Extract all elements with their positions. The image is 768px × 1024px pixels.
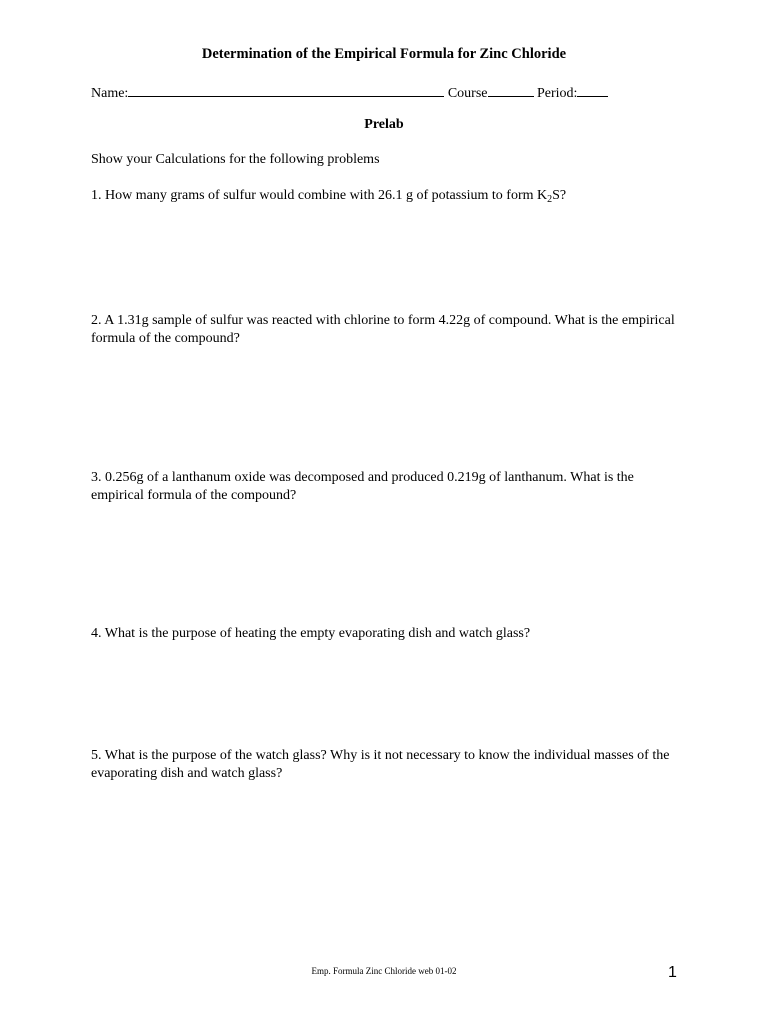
question-1-subscript: 2 [547, 194, 553, 205]
question-1 [91, 187, 681, 209]
question-5: 5. What is the purpose of the watch glass? Why is it not necessary to know the individual masses of the evaporating dish and watch glass? [91, 748, 670, 781]
page-number: 1 [668, 964, 677, 981]
question-4: 4. What is the purpose of heating the empty evaporating dish and watch glass? [91, 626, 531, 641]
period-blank[interactable] [577, 82, 608, 97]
question-1-prefix: 1. How many grams of sulfur would combine with 26.1 g of potassium to form K [91, 188, 548, 203]
header-fields [91, 82, 608, 102]
document-title: Determination of the Empirical Formula for Zinc Chloride [201, 46, 567, 62]
period-label: Period: [537, 86, 578, 101]
name-label: Name: [91, 86, 129, 101]
question-2: 2. A 1.31g sample of sulfur was reacted with chlorine to form 4.22g of compound. What is the empirical formula of the compound? [91, 313, 675, 346]
section-title: Prelab [364, 117, 404, 132]
name-blank[interactable] [128, 82, 444, 97]
course-blank[interactable] [488, 82, 534, 97]
instructions: Show your Calculations for the following problems [91, 152, 380, 167]
page-footer: Emp. Formula Zinc Chloride web 01-02 [311, 966, 457, 976]
course-label: Course [447, 86, 488, 101]
question-1-suffix: S? [552, 188, 567, 203]
question-3: 3. 0.256g of a lanthanum oxide was decomposed and produced 0.219g of lanthanum. What is the empirical formula of the compound? [91, 470, 634, 503]
